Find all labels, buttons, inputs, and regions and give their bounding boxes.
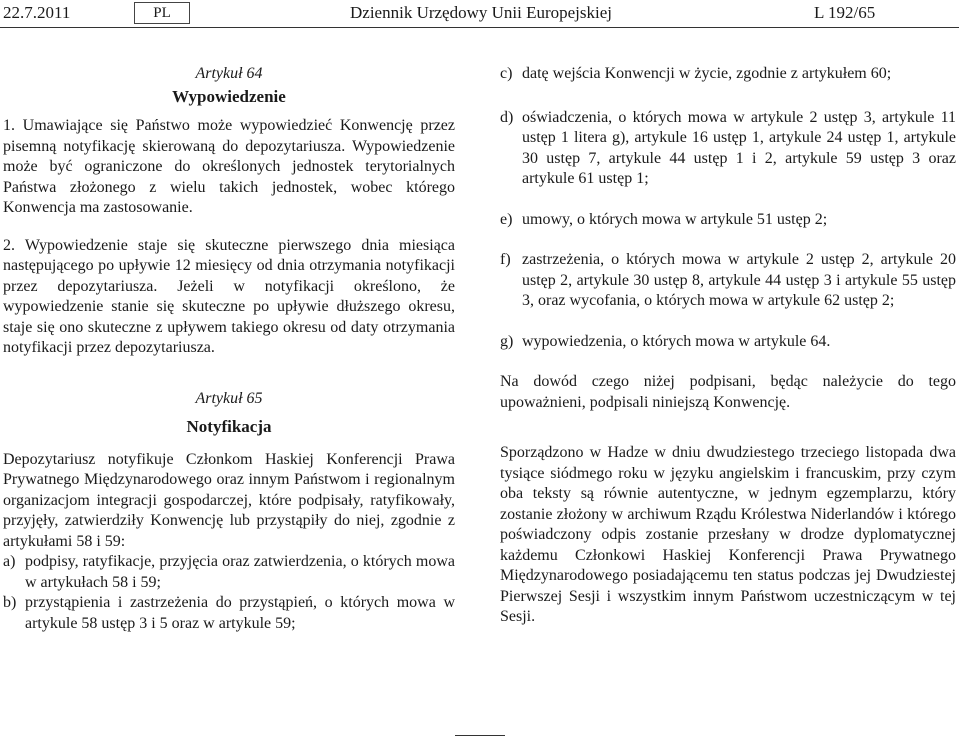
- list-item-text: zastrzeżenia, o których mowa w artykule 2 ustęp 2, artykule 20 ustęp 2, artykule 30 ustęp 8, artykule 44 ustęp 3 i artykule 55 ustęp 3, oraz wycofania, o których mowa w artykule 62 ustęp 2;: [522, 251, 956, 309]
- list-item: [500, 332, 956, 353]
- list-item-text: wypowiedzenia, o których mowa w artykule 64.: [522, 332, 831, 350]
- language-badge: PL: [134, 2, 190, 24]
- list-item-text: przystąpienia i zastrzeżenia do przystąpień, o których mowa w artykule 58 ustęp 3 i 5 oraz w artykule 59;: [25, 594, 455, 632]
- left-column: [3, 64, 455, 634]
- page-header: [0, 0, 959, 30]
- list-item: [500, 64, 956, 85]
- article-64-number: Artykuł 64: [195, 65, 263, 82]
- journal-title: Dziennik Urzędowy Unii Europejskiej: [350, 3, 613, 22]
- right-column: [500, 64, 956, 628]
- list-item-text: oświadczenia, o których mowa w artykule 2 ustęp 3, artykule 11 ustęp 1 litera g), artykule 16 ustęp 1, artykule 24 ustęp 1, artykule 30 ustęp 7, artykule 44 ustęp 1 i 2, artykule 59 ustęp 3 oraz artykule 61 ustęp 1;: [522, 108, 956, 187]
- article-65-paragraph: Depozytariusz notyfikuje Członkom Haskiej Konferencji Prawa Prywatnego Międzynarodowego oraz innym Państwom i regionalnym organizacjom integracji gospodarczej, które podpisały, ratyfikowały, przyjęły, zatwierdziły Konwencję lub przystąpiły do niej, zgodnie z artykułami 58 i 59:: [3, 450, 455, 550]
- page-reference: L 192/65: [814, 3, 876, 22]
- footer-divider: [455, 735, 505, 736]
- list-item-label: c): [500, 65, 513, 82]
- article-64-paragraph-1: 1. Umawiające się Państwo może wypowiedzieć Konwencję przez pisemną notyfikację skierowaną do depozytariusza. Wypowiedzenie może być ograniczone do określonych jednostek terytorialnych Państwa złożonego z wielu takich jednostek, wobec którego Konwencja ma zastosowanie.: [3, 117, 455, 216]
- list-item: [500, 250, 956, 312]
- list-item-text: podpisy, ratyfikacje, przyjęcia oraz zatwierdzenia, o których mowa w artykułach 58 i 59;: [25, 553, 455, 591]
- list-item: [3, 552, 455, 593]
- list-item-label: d): [500, 108, 514, 126]
- list-item: [500, 210, 956, 231]
- list-item-label: e): [500, 210, 513, 228]
- header-divider: [0, 27, 959, 28]
- article-65-title: Notyfikacja: [186, 417, 272, 436]
- list-item: [3, 593, 455, 634]
- list-item-text: umowy, o których mowa w artykule 51 ustęp 2;: [522, 210, 828, 228]
- list-item-label: g): [500, 332, 514, 350]
- article-64-paragraph-2: 2. Wypowiedzenie staje się skuteczne pierwszego dnia miesiąca następującego po upływie 12 miesięcy od dnia otrzymania notyfikacji przez depozytariusza. Jeżeli w notyfikacji określono, że wypowiedzenie stanie się skuteczne po upływie dłuższego okresu, staje się ono skuteczne z upływem takiego okresu od daty otrzymania notyfikacji przez depozytariusza.: [3, 236, 455, 356]
- article-64-title: Wypowiedzenie: [172, 86, 286, 106]
- publication-date: 22.7.2011: [3, 3, 71, 22]
- done-at-clause: Sporządzono w Hadze w dniu dwudziestego trzeciego listopada dwa tysiące siódmego roku w języku angielskim i francuskim, przy czym oba teksty są równie autentyczne, w jednym egzemplarzu, który zostanie złożony w archiwum Rządu Królestwa Niderlandów i którego poświadczony odpis zostanie przesłany w drodze dyplomatycznej każdemu Członkowi Haskiej Konferencji Prawa Prywatnego Międzynarodowego posiadającemu ten status podczas jej Dwudziestej Pierwszej Sesji i wszystkim innym Państwom uczestniczącym w tej Sesji.: [500, 444, 956, 625]
- list-item-label: f): [500, 251, 511, 268]
- list-item: [500, 108, 956, 190]
- list-item-label: a): [3, 553, 16, 570]
- witness-clause: Na dowód czego niżej podpisani, będąc należycie do tego upoważnieni, podpisali niniejszą Konwencję.: [500, 373, 956, 411]
- list-item-text: datę wejścia Konwencji w życie, zgodnie z artykułem 60;: [522, 65, 892, 82]
- article-65-number: Artykuł 65: [195, 389, 263, 407]
- list-item-label: b): [3, 594, 17, 611]
